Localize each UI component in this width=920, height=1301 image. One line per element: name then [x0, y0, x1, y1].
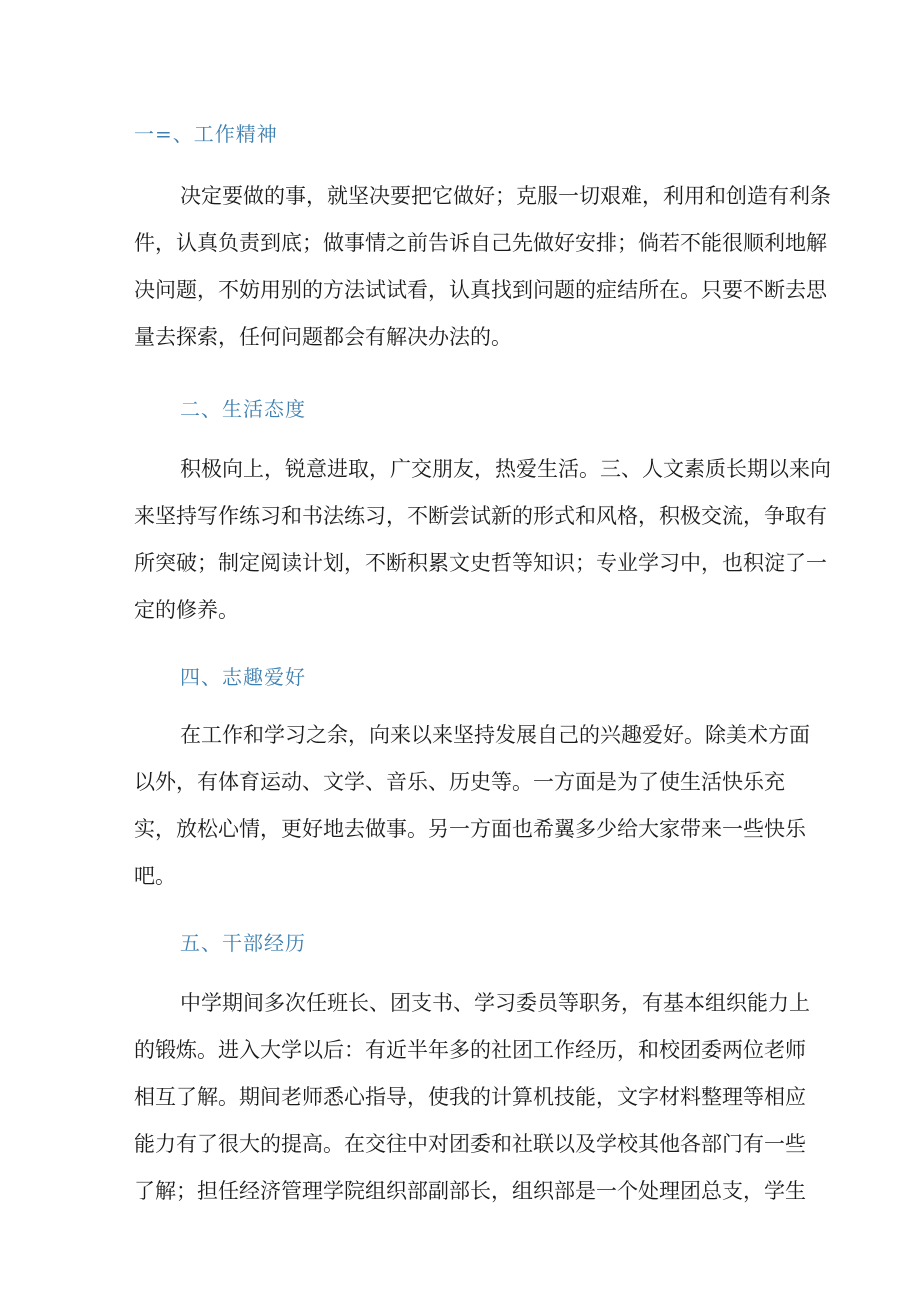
- paragraph-line: 以外，有体育运动、文学、音乐、历史等。一方面是为了使生活快乐充: [134, 770, 785, 794]
- section-paragraph-cadre-experience: [134, 980, 810, 1215]
- paragraph-line: 定的修养。: [134, 598, 239, 622]
- paragraph-line: 的锻炼。进入大学以后：有近半年多的社团工作经历，和校团委两位老师: [134, 1038, 806, 1062]
- section-paragraph-life-attitude: [134, 446, 831, 634]
- section-heading-life-attitude: 二、生活态度: [180, 397, 306, 421]
- paragraph-line: 吧。: [134, 864, 176, 888]
- paragraph-line: 中学期间多次任班长、团支书、学习委员等职务，有基本组织能力上: [180, 991, 810, 1015]
- paragraph-line: 件，认真负责到底；做事情之前告诉自己先做好安排；倘若不能很顺利地解: [134, 231, 827, 255]
- paragraph-line: 实，放松心情，更好地去做事。另一方面也希翼多少给大家带来一些快乐: [134, 817, 806, 841]
- paragraph-line: 来坚持写作练习和书法练习，不断尝试新的形式和风格，积极交流，争取有: [134, 504, 827, 528]
- paragraph-line: 能力有了很大的提高。在交往中对团委和社联以及学校其他各部门有一些: [134, 1132, 806, 1156]
- section-paragraph-interests: [134, 712, 810, 900]
- paragraph-line: 相互了解。期间老师悉心指导，使我的计算机技能，文字材料整理等相应: [134, 1085, 806, 1109]
- paragraph-line: 在工作和学习之余，向来以来坚持发展自己的兴趣爱好。除美术方面: [180, 723, 810, 747]
- paragraph-line: 决定要做的事，就坚决要把它做好；克服一切艰难，利用和创造有利条: [180, 184, 831, 208]
- paragraph-line: 所突破；制定阅读计划，不断积累文史哲等知识；专业学习中，也积淀了一: [134, 551, 827, 575]
- section-paragraph-work-spirit: [134, 173, 831, 361]
- paragraph-line: 决问题，不妨用别的方法试试看，认真找到问题的症结所在。只要不断去思: [134, 278, 827, 302]
- paragraph-line: 量去探索，任何问题都会有解决办法的。: [134, 325, 512, 349]
- section-heading-cadre-experience: 五、干部经历: [180, 931, 306, 955]
- paragraph-line: 积极向上，锐意进取，广交朋友，热爱生活。三、人文素质长期以来向: [180, 457, 831, 481]
- paragraph-line: 了解；担任经济管理学院组织部副部长，组织部是一个处理团总支，学生: [134, 1179, 806, 1203]
- section-heading-work-spirit: 一=、工作精神: [134, 122, 278, 146]
- section-heading-interests: 四、志趣爱好: [180, 665, 306, 689]
